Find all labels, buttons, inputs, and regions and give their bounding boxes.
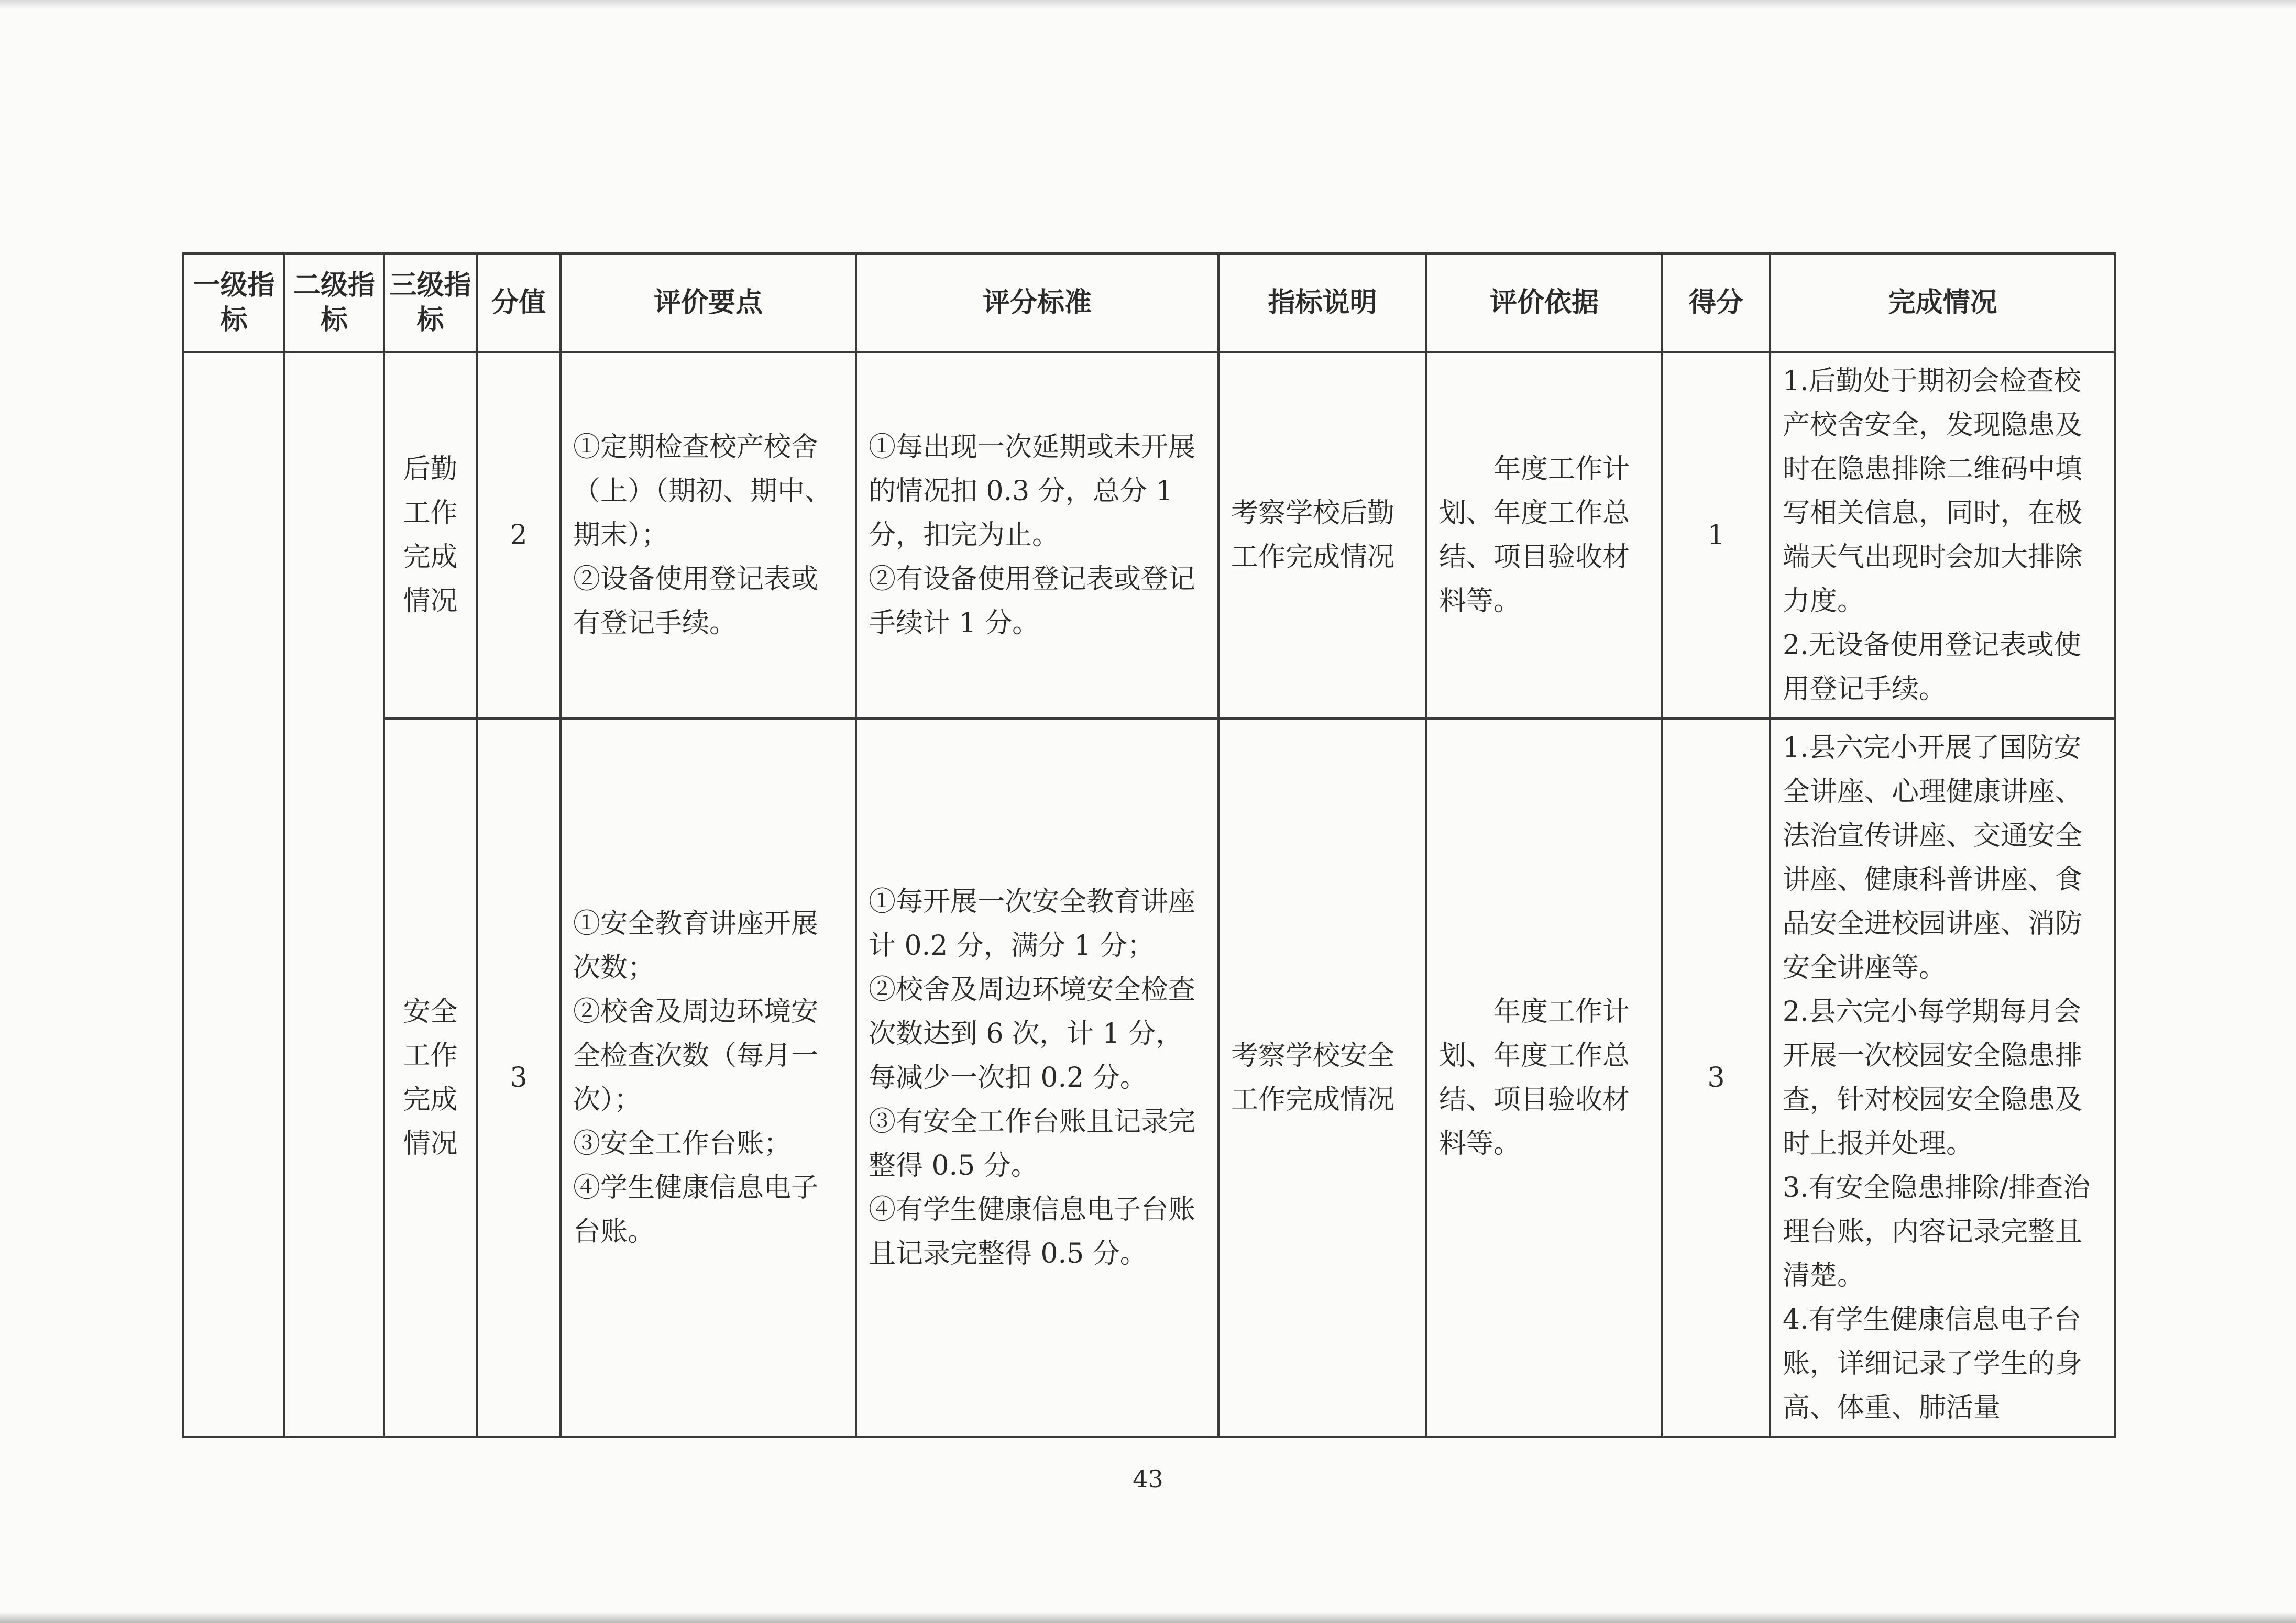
points-cell: 3 (477, 719, 561, 1437)
page-bottom-edge (0, 1611, 2296, 1623)
key-points-cell: ①定期检查校产校舍（上）（期初、期中、期末）； ②设备使用登记表或有登记手续。 (561, 352, 856, 719)
page-top-edge (0, 0, 2296, 9)
level3-cell: 安全工作完成情况 (384, 719, 477, 1437)
header-level1: 一级指标 (183, 253, 284, 352)
header-key-points: 评价要点 (561, 253, 856, 352)
score-cell: 3 (1662, 719, 1770, 1437)
header-criteria: 评分标准 (856, 253, 1218, 352)
criteria-cell: ①每出现一次延期或未开展的情况扣 0.3 分，总分 1 分，扣完为止。 ②有设备使用登记表或登记手续计 1 分。 (856, 352, 1218, 719)
table-row (183, 352, 2115, 719)
key-points-cell: ①安全教育讲座开展次数； ②校舍及周边环境安全检查次数（每月一次）； ③安全工作台账； ④学生健康信息电子台账。 (561, 719, 856, 1437)
header-description: 指标说明 (1218, 253, 1426, 352)
header-level2: 二级指标 (284, 253, 384, 352)
criteria-cell: ①每开展一次安全教育讲座计 0.2 分，满分 1 分； ②校舍及周边环境安全检查次数达到 6 次，计 1 分，每减少一次扣 0.2 分。 ③有安全工作台账且记录完整得 0.5 分。 ④有学生健康信息电子台账且记录完整得 0.5 分。 (856, 719, 1218, 1437)
header-row (183, 253, 2115, 352)
completion-cell: 1.县六完小开展了国防安全讲座、心理健康讲座、法治宣传讲座、交通安全讲座、健康科普讲座、食品安全进校园讲座、消防安全讲座等。 2.县六完小每学期每月会开展一次校园安全隐患排查，针对校园安全隐患及时上报并处理。 3.有安全隐患排除/排查治理台账，内容记录完整且清楚。 4.有学生健康信息电子台账，详细记录了学生的身高、体重、肺活量 (1770, 719, 2115, 1437)
page-number: 43 (1133, 1465, 1163, 1493)
description-cell: 考察学校安全工作完成情况 (1218, 719, 1426, 1437)
basis-cell: 年度工作计划、年度工作总结、项目验收材料等。 (1426, 719, 1662, 1437)
table-row (183, 719, 2115, 1437)
description-cell: 考察学校后勤工作完成情况 (1218, 352, 1426, 719)
header-level3: 三级指标 (384, 253, 477, 352)
level3-cell: 后勤工作完成情况 (384, 352, 477, 719)
header-completion: 完成情况 (1770, 253, 2115, 352)
header-points: 分值 (477, 253, 561, 352)
evaluation-table (182, 252, 2116, 1438)
header-basis: 评价依据 (1426, 253, 1662, 352)
level2-cell (284, 352, 384, 1437)
level1-cell (183, 352, 284, 1437)
header-score: 得分 (1662, 253, 1770, 352)
completion-cell: 1.后勤处于期初会检查校产校舍安全，发现隐患及时在隐患排除二维码中填写相关信息，同时，在极端天气出现时会加大排除力度。 2.无设备使用登记表或使用登记手续。 (1770, 352, 2115, 719)
basis-cell: 年度工作计划、年度工作总结、项目验收材料等。 (1426, 352, 1662, 719)
score-cell: 1 (1662, 352, 1770, 719)
points-cell: 2 (477, 352, 561, 719)
